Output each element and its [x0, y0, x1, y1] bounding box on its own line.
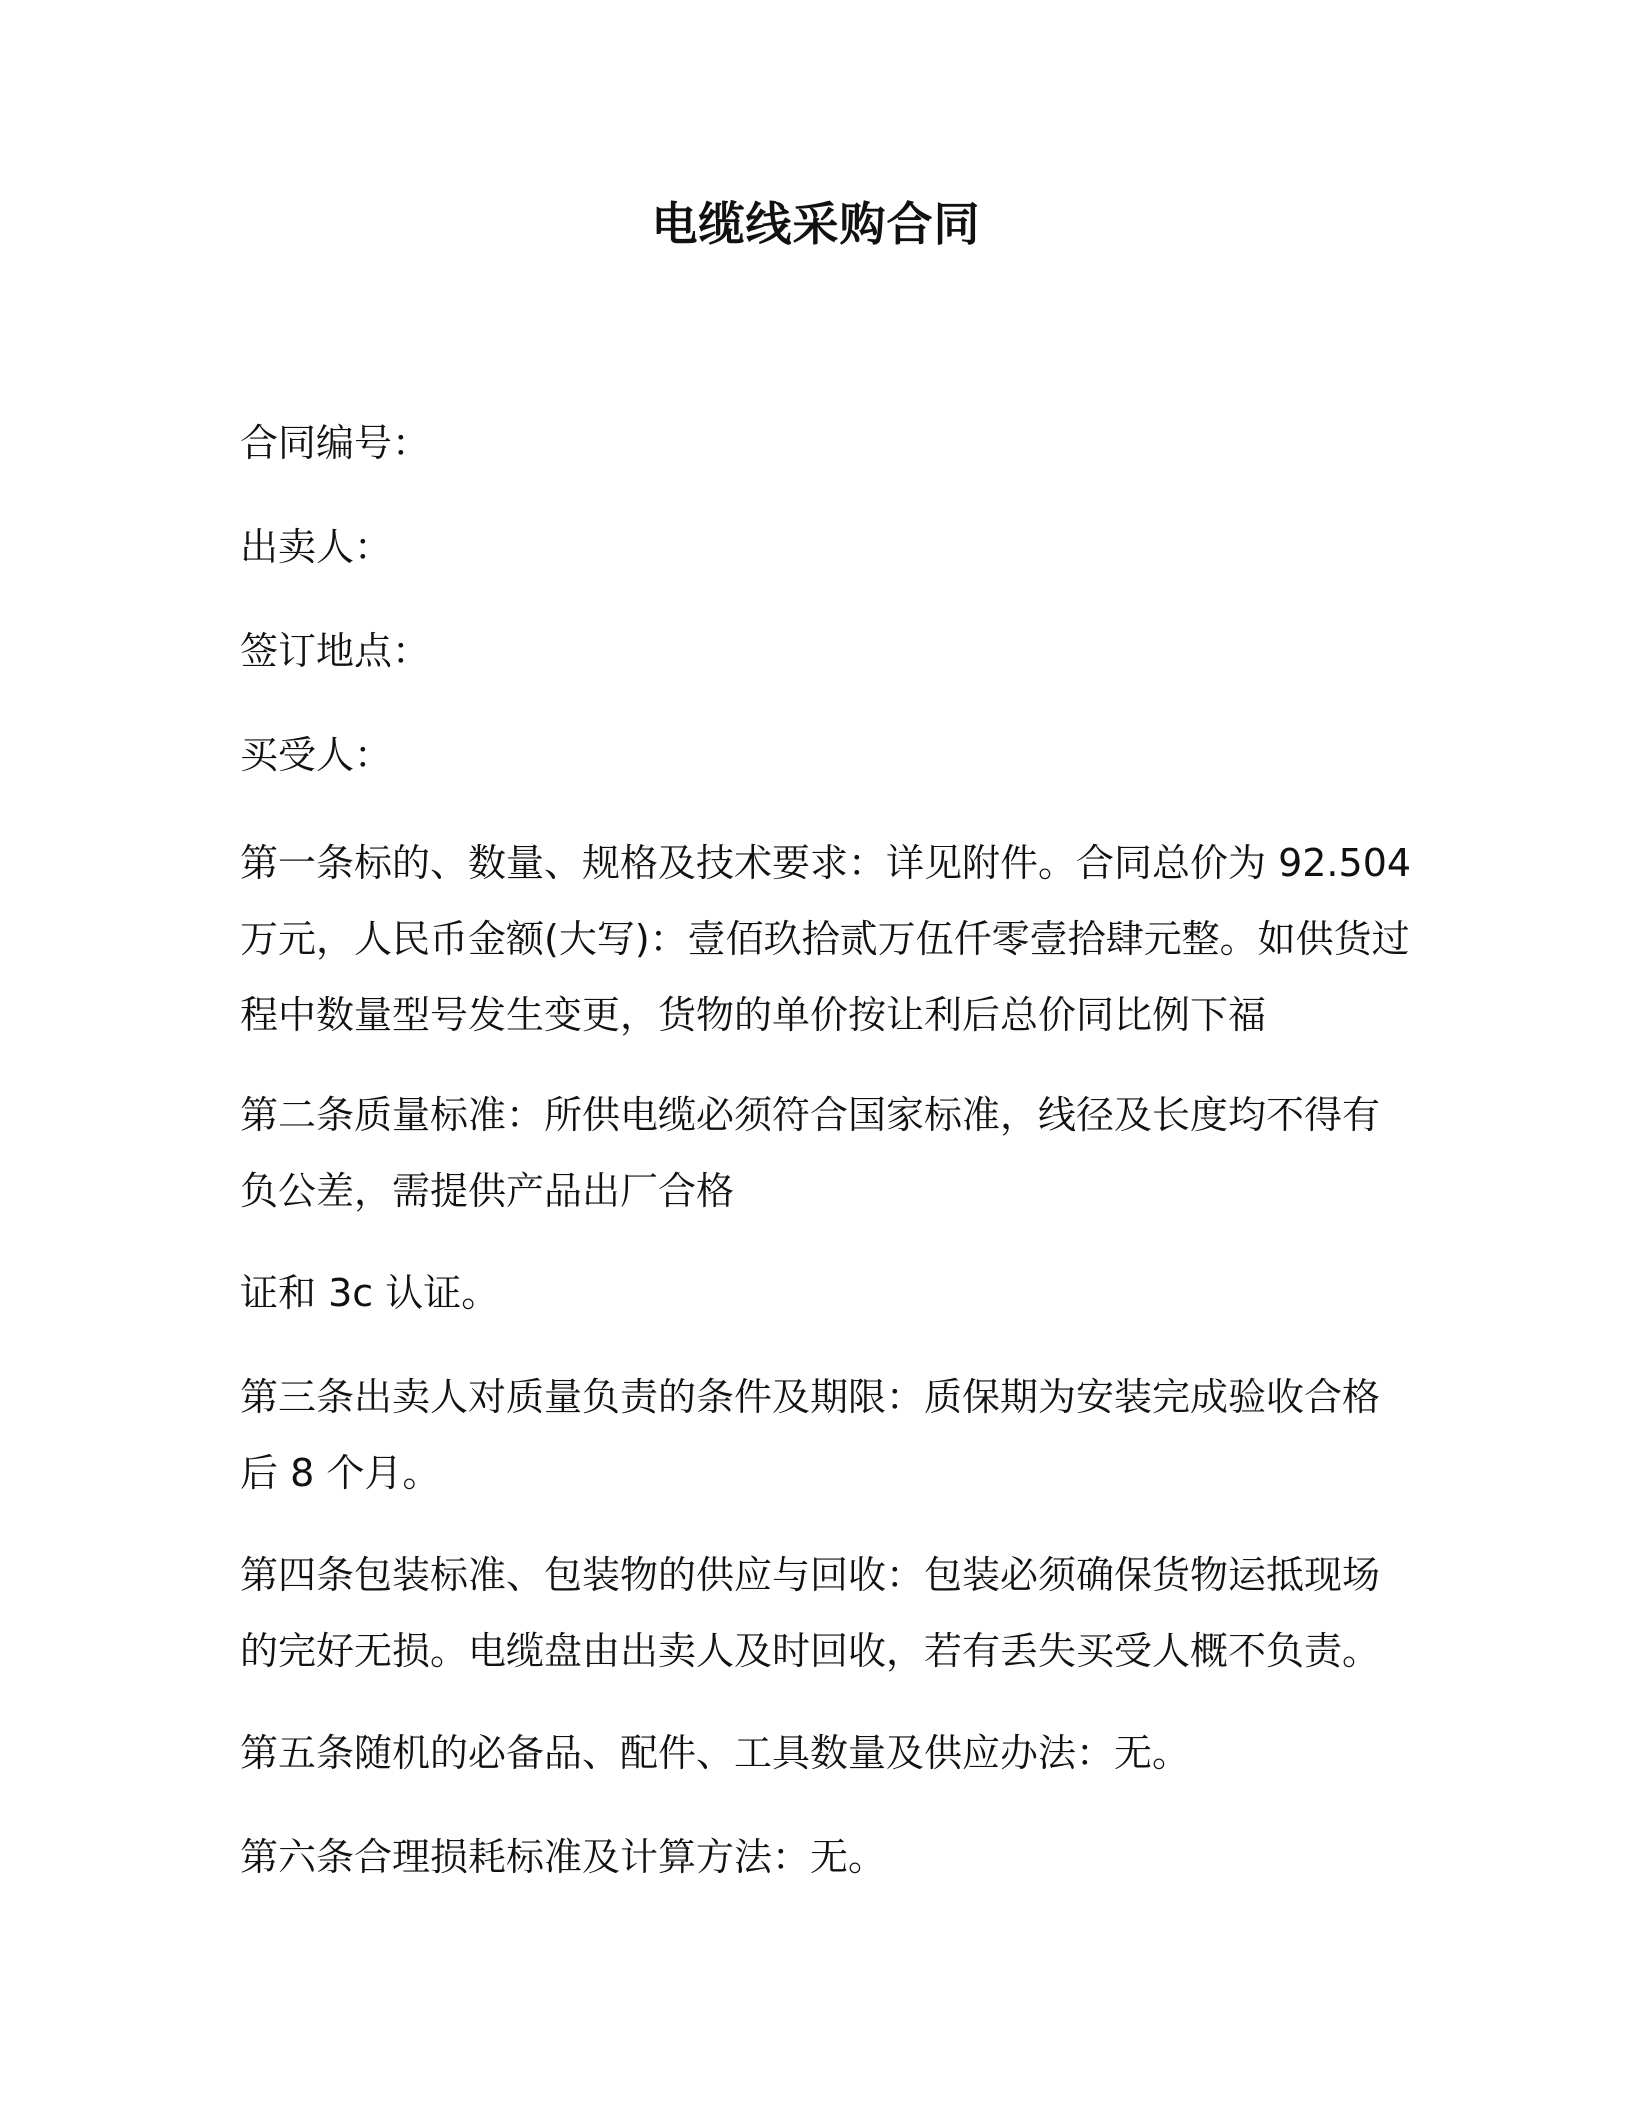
article-2-continuation: 证和 3c 认证。	[240, 1271, 500, 1315]
article-2	[240, 1077, 1400, 1229]
article-4	[240, 1537, 1400, 1689]
document-title: 电缆线采购合同	[651, 197, 981, 251]
article-1-line-3: 程中数量型号发生变更，货物的单价按让利后总价同比例下福	[240, 993, 1267, 1037]
field-seller: 出卖人：	[240, 525, 393, 569]
article-3	[240, 1359, 1400, 1511]
article-4-line-2: 的完好无损。电缆盘由出卖人及时回收，若有丢失买受人概不负责。	[240, 1629, 1381, 1673]
article-6: 第六条合理损耗标准及计算方法：无。	[240, 1835, 887, 1879]
article-1-line-2: 万元，人民币金额(大写)：壹佰玖拾贰万伍仟零壹拾肆元整。如供货过	[240, 917, 1410, 961]
field-contract-number: 合同编号：	[240, 421, 431, 465]
article-1	[240, 825, 1412, 1053]
article-5: 第五条随机的必备品、配件、工具数量及供应办法：无。	[240, 1731, 1191, 1775]
article-3-line-2: 后 8 个月。	[240, 1451, 441, 1495]
field-signing-place: 签订地点：	[240, 629, 431, 673]
article-1-line-1: 第一条标的、数量、规格及技术要求：详见附件。合同总价为 92.504	[240, 841, 1412, 885]
article-2-line-2: 负公差，需提供产品出厂合格	[240, 1169, 735, 1213]
article-4-line-1: 第四条包装标准、包装物的供应与回收：包装必须确保货物运抵现场	[240, 1553, 1381, 1597]
article-2-line-1: 第二条质量标准：所供电缆必须符合国家标准，线径及长度均不得有	[240, 1093, 1381, 1137]
field-buyer: 买受人：	[240, 733, 393, 777]
article-3-line-1: 第三条出卖人对质量负责的条件及期限：质保期为安装完成验收合格	[240, 1375, 1381, 1419]
